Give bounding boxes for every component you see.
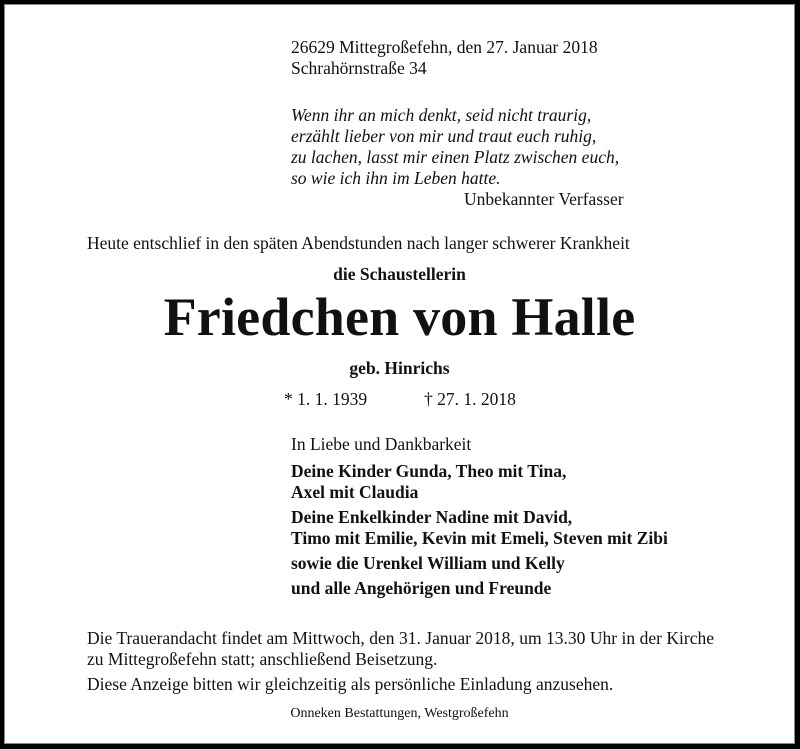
occupation: die Schaustellerin: [333, 264, 466, 284]
mourner-line: und alle Angehörigen und Freunde: [291, 578, 552, 598]
death-date: † 27. 1. 2018: [424, 389, 516, 409]
mourner-line: Timo mit Emilie, Kevin mit Emeli, Steven mit Zibi: [291, 528, 668, 548]
undertaker: Onneken Bestattungen, Westgroßefehn: [290, 706, 509, 721]
deceased-name: Friedchen von Halle: [163, 287, 636, 347]
poem-line: so wie ich ihn im Leben hatte.: [291, 168, 501, 188]
mourner-line: Deine Kinder Gunda, Theo mit Tina,: [291, 461, 567, 481]
poem-line: Wenn ihr an mich denkt, seid nicht traurig,: [291, 105, 592, 125]
maiden-name: geb. Hinrichs: [349, 358, 450, 378]
address: Schrahörnstraße 34: [291, 58, 427, 78]
service-info: Die Trauerandacht findet am Mittwoch, den 31. Januar 2018, um 13.30 Uhr in der Kirche zu Mittegroßefehn statt; anschließend Beisetzung.: [87, 628, 714, 669]
mourner-line: sowie die Urenkel William und Kelly: [291, 553, 565, 573]
poem-line: erzählt lieber von mir und traut euch ruhig,: [291, 126, 597, 146]
invitation-note: Diese Anzeige bitten wir gleichzeitig als persönliche Einladung anzusehen.: [87, 674, 614, 694]
mourner-line: Deine Enkelkinder Nadine mit David,: [291, 507, 573, 527]
intro-text: Heute entschlief in den späten Abendstunden nach langer schwerer Krankheit: [87, 233, 630, 253]
mourner-line: Axel mit Claudia: [291, 482, 419, 502]
poem-line: zu lachen, lasst mir einen Platz zwischen euch,: [291, 147, 620, 167]
mourners-intro: In Liebe und Dankbarkeit: [291, 434, 472, 454]
place-date: 26629 Mittegroßefehn, den 27. Januar 2018: [291, 37, 598, 57]
birth-date: * 1. 1. 1939: [284, 389, 368, 409]
poem-author: Unbekannter Verfasser: [464, 189, 624, 209]
obituary-notice: [4, 4, 795, 744]
